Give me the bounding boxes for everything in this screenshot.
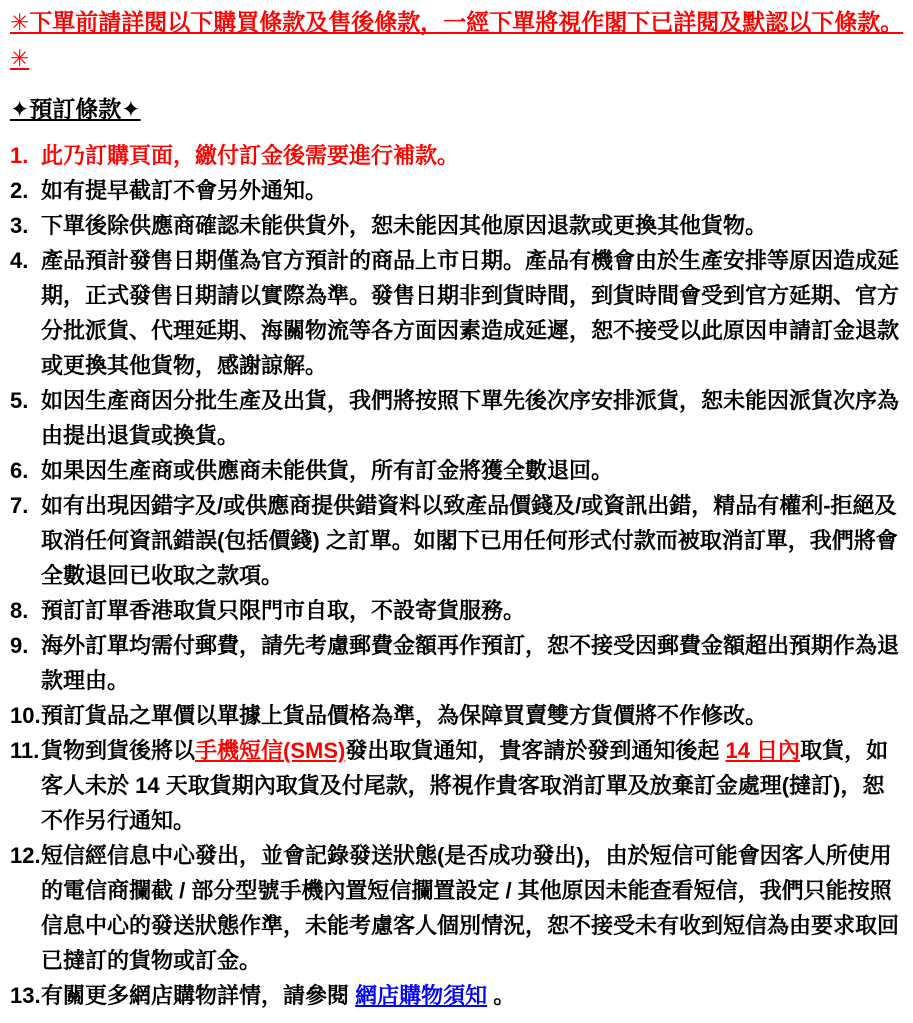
term-text — [41, 978, 905, 1013]
term-text — [41, 453, 905, 488]
section-title-preorder-terms: ✦預訂條款✦ — [10, 96, 141, 122]
term-text — [41, 383, 905, 453]
term-item-5 — [10, 383, 905, 453]
term-number: 2. — [10, 178, 29, 203]
term-text — [41, 243, 905, 383]
term-number: 3. — [10, 213, 29, 238]
term-text-segment: 如有提早截訂不會另外通知。 — [41, 178, 328, 203]
terms-list — [10, 138, 905, 1013]
term-item-11 — [10, 733, 905, 838]
term-text-segment: 預訂貨品之單價以單據上貨品價格為準，為保障買賣雙方貨價將不作修改。 — [41, 703, 768, 728]
term-text-segment: 下單後除供應商確認未能供貨外，恕未能因其他原因退款或更換其他貨物。 — [41, 213, 768, 238]
term-text-segment: 如有出現因錯字及/或供應商提供錯資料以致產品價錢及/或資訊出錯，精品有權利-拒絕及取消任何資訊錯誤(包括價錢) 之訂單。如閣下已用任何形式付款而被取消訂單，我們將會全數退回已收取之款項。 — [41, 493, 898, 588]
term-item-9 — [10, 628, 905, 698]
term-item-1 — [10, 138, 905, 173]
term-number: 5. — [10, 388, 29, 413]
term-text — [41, 173, 905, 208]
term-number: 9. — [10, 633, 29, 658]
sms-highlight: 手機短信(SMS) — [195, 738, 346, 763]
term-text-segment: 短信經信息中心發出，並會記錄發送狀態(是否成功發出)，由於短信可能會因客人所使用的電信商攔截 / 部分型號手機內置短信攔置設定 / 其他原因未能查看短信，我們只能按照信息中心的發送狀態作準，未能考慮客人個別情況，恕不接受未有收到短信為由要求取回已撻訂的貨物或訂金。 — [41, 843, 900, 973]
term-text — [41, 208, 905, 243]
shop-guide-link[interactable]: 網店購物須知 — [355, 983, 488, 1008]
term-number: 6. — [10, 458, 29, 483]
term-text-segment: 此乃訂購頁面，繳付訂金後需要進行補款。 — [41, 143, 460, 168]
term-text-segment: 貨物到貨後將以 — [41, 738, 196, 763]
term-text — [41, 838, 905, 978]
term-item-8 — [10, 593, 905, 628]
term-text — [41, 698, 905, 733]
term-item-4 — [10, 243, 905, 383]
term-text — [41, 488, 905, 593]
pre-order-terms-document — [10, 4, 905, 1013]
term-item-7 — [10, 488, 905, 593]
term-text-segment: 發出取貨通知，貴客請於發到通知後起 — [345, 738, 726, 763]
term-number: 10. — [10, 703, 41, 728]
term-text-segment: 。 — [487, 983, 516, 1008]
term-item-10 — [10, 698, 905, 733]
term-text-segment: 海外訂單均需付郵費，請先考慮郵費金額再作預訂，恕不接受因郵費金額超出預期作為退款理由。 — [41, 633, 900, 693]
term-item-6 — [10, 453, 905, 488]
term-text-segment: 有關更多網店購物詳情，請參閱 — [41, 983, 356, 1008]
term-number: 8. — [10, 598, 29, 623]
pickup-deadline-highlight: 14 日內 — [725, 738, 801, 763]
term-number: 4. — [10, 248, 29, 273]
term-number: 12. — [10, 843, 41, 868]
term-number: 7. — [10, 493, 29, 518]
term-text-segment: 產品預計發售日期僅為官方預計的商品上市日期。產品有機會由於生產安排等原因造成延期，正式發售日期請以實際為準。發售日期非到貨時間，到貨時間會受到官方延期、官方分批派貨、代理延期、海關物流等各方面因素造成延遲，恕不接受以此原因申請訂金退款或更換其他貨物，感謝諒解。 — [41, 248, 900, 378]
term-item-13 — [10, 978, 905, 1013]
term-text-segment: 預訂訂單香港取貨只限門市自取，不設寄貨服務。 — [41, 598, 526, 623]
term-text — [41, 138, 905, 173]
term-item-2 — [10, 173, 905, 208]
term-text — [41, 593, 905, 628]
term-number: 1. — [10, 143, 29, 168]
term-item-12 — [10, 838, 905, 978]
term-number: 11. — [10, 738, 40, 763]
term-text-segment: 如因生產商因分批生產及出貨，我們將按照下單先後次序安排派貨，恕未能因派貨次序為由提出退貨或換貨。 — [41, 388, 900, 448]
term-item-3 — [10, 208, 905, 243]
pre-order-warning-notice: ✳下單前請詳閱以下購買條款及售後條款，一經下單將視作閣下已詳閱及默認以下條款。✳ — [10, 9, 904, 71]
term-text — [41, 733, 905, 838]
term-text — [41, 628, 905, 698]
term-number: 13. — [10, 983, 41, 1008]
term-text-segment: 取貨，如客人未於 14 天取貨期內取貨及付尾款，將視作貴客取消訂單及放棄訂金處理(撻訂)，恕不作另行通知。 — [41, 738, 889, 833]
term-text-segment: 如果因生產商或供應商未能供貨，所有訂金將獲全數退回。 — [41, 458, 614, 483]
